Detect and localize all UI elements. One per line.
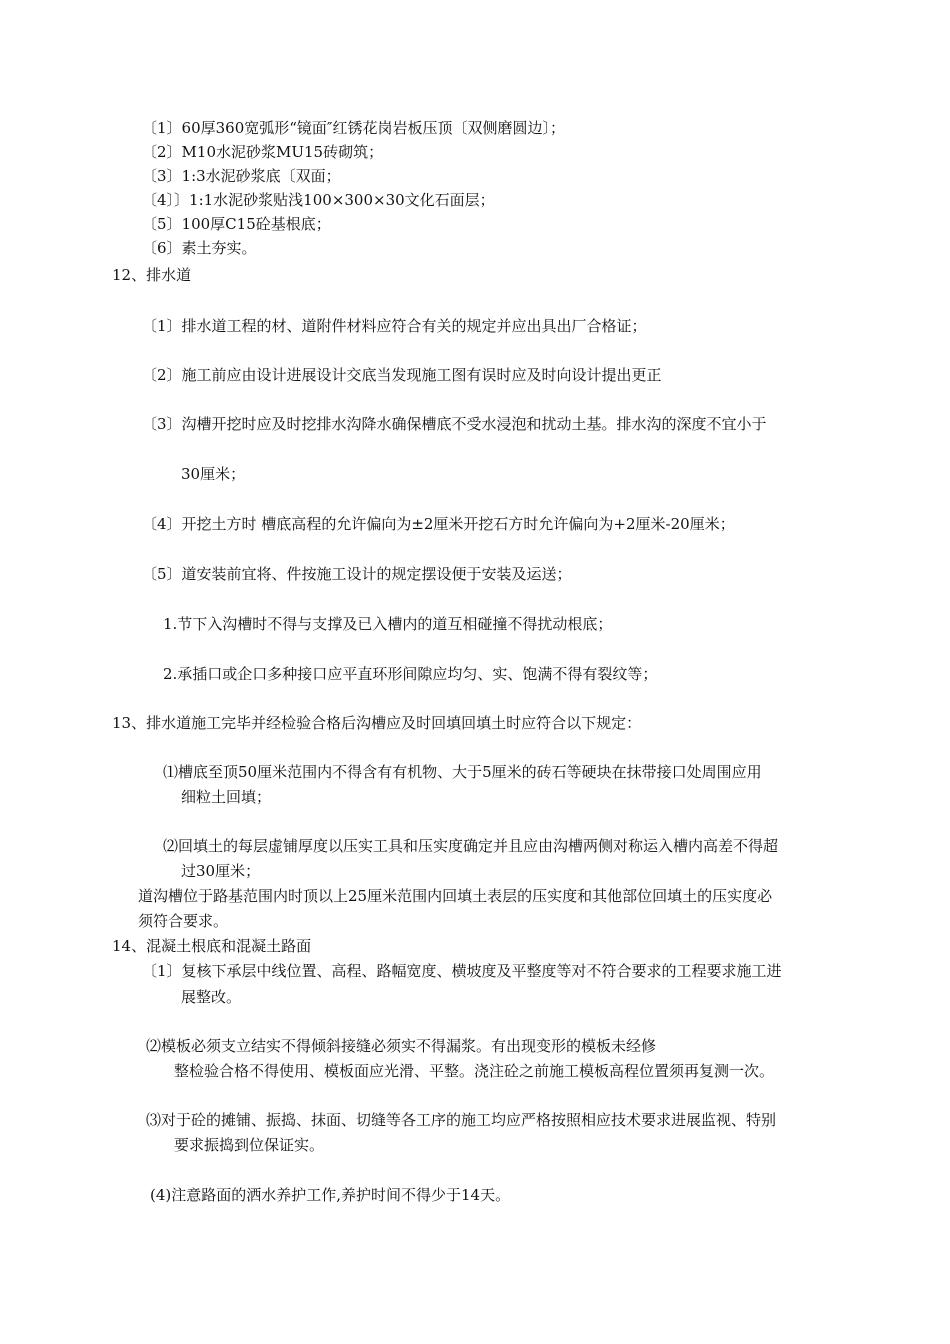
backfill-item-1: ⑴槽底至顶50厘米范围内不得含有有机物、大于5厘米的砖石等硬块在抹带接口处周围应用 [163, 763, 762, 781]
concrete-item-3-cont: 要求振捣到位保证实。 [174, 1136, 325, 1154]
concrete-item-4: (4)注意路面的洒水养护工作,养护时间不得少于14天。 [150, 1186, 511, 1204]
wall-layer-5: 〔5〕100厚C15砼基根底； [142, 215, 331, 233]
section-heading-13: 13、排水道施工完毕并经检验合格后沟槽应及时回填回填土时应符合以下规定： [112, 714, 642, 732]
drainage-item-1: 〔1〕排水道工程的材、道附件材料应符合有关的规定并应出具出厂合格证； [142, 317, 647, 335]
drainage-item-4: 〔4〕开挖土方时 槽底高程的允许偏向为±2厘米开挖石方时允许偏向为+2厘米-20厘米； [142, 515, 735, 533]
drainage-subitem-1: 1.节下入沟槽时不得与支撑及已入槽内的道互相碰撞不得扰动根底； [163, 615, 613, 633]
section-heading-14: 14、混凝土根底和混凝土路面 [112, 937, 312, 955]
concrete-item-2-cont: 整检验合格不得使用、模板面应光滑、平整。浇注砼之前施工模板高程位置须再复测一次。 [174, 1062, 775, 1080]
backfill-note-cont: 须符合要求。 [138, 912, 229, 930]
concrete-item-1-cont: 展整改。 [181, 988, 242, 1006]
concrete-item-1: 〔1〕复核下承层中线位置、高程、路幅宽度、横坡度及平整度等对不符合要求的工程要求施工进 [142, 962, 782, 980]
drainage-subitem-2: 2.承插口或企口多种接口应平直环形间隙应均匀、实、饱满不得有裂纹等； [163, 665, 658, 683]
wall-layer-4: 〔4〕〕1:1水泥砂浆贴浅100×300×30文化石面层； [142, 191, 495, 209]
wall-layer-3: 〔3〕1:3水泥砂浆底〔双面； [142, 167, 341, 185]
drainage-item-3-cont: 30厘米； [181, 465, 246, 483]
backfill-note: 道沟槽位于路基范围内时顶以上25厘米范围内回填土表层的压实度和其他部位回填土的压实度必 [138, 887, 773, 905]
wall-layer-1: 〔1〕60厚360宽弧形“镜面″红锈花岗岩板压顶〔双侧磨圆边〕； [142, 119, 566, 137]
wall-layer-6: 〔6〕素土夯实。 [142, 239, 257, 257]
backfill-item-2-cont: 过30厘米； [181, 862, 261, 880]
wall-layer-2: 〔2〕M10水泥砂浆MU15砖砌筑； [142, 143, 384, 161]
concrete-item-2: ⑵模板必须支立结实不得倾斜接缝必须实不得漏浆。有出现变形的模板未经修 [146, 1037, 657, 1055]
drainage-item-3: 〔3〕沟槽开挖时应及时挖排水沟降水确保槽底不受水浸泡和扰动土基。排水沟的深度不宜小于 [142, 415, 767, 433]
concrete-item-3: ⑶对于砼的摊铺、振捣、抹面、切缝等各工序的施工均应严格按照相应技术要求进展监视、特别 [146, 1111, 777, 1129]
drainage-item-2: 〔2〕施工前应由设计进展设计交底当发现施工图有误时应及时向设计提出更正 [142, 366, 662, 384]
drainage-item-5: 〔5〕道安装前宜将、件按施工设计的规定摆设便于安装及运送； [142, 565, 572, 583]
backfill-item-2: ⑵回填土的每层虚铺厚度以压实工具和压实度确定并且应由沟槽两侧对称运入槽内高差不得超 [163, 837, 779, 855]
backfill-item-1-cont: 细粒土回填； [181, 788, 272, 806]
section-heading-12: 12、排水道 [112, 266, 192, 284]
